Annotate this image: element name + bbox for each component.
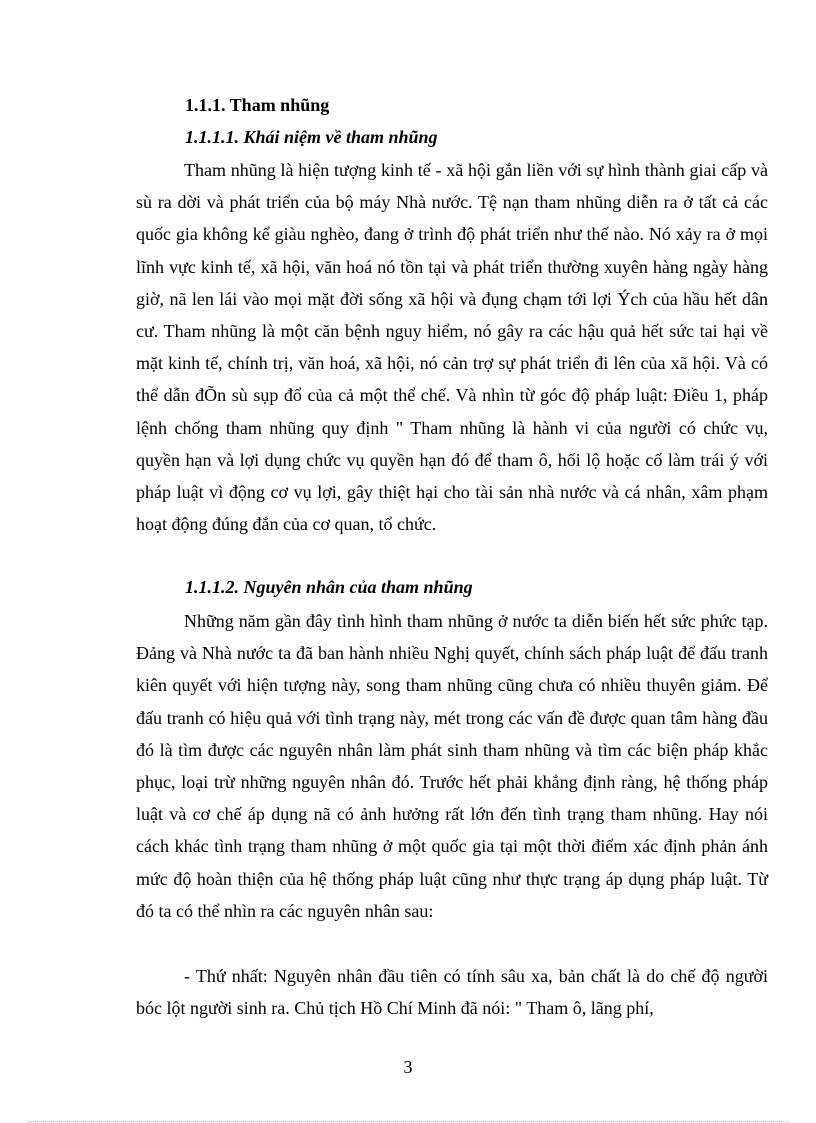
- section-heading: 1.1.1. Tham nhũng: [185, 95, 330, 115]
- subsection-heading-causes: 1.1.1.2. Nguyên nhân của tham nhũng: [185, 577, 473, 597]
- page-bottom-border: [28, 1121, 788, 1122]
- page-number: 3: [403, 1057, 413, 1077]
- paragraph-causes: Những năm gần đây tình hình tham nhũng ở nước ta diễn biến hết sức phức tạp. Đảng và Nhà nước ta đã ban hành nhiều Nghị quyết, chính sách pháp luật để đấu tranh kiên quyết với hiện tượng này, song tham nhũng cũng chưa có nhiều thuyên giảm. Để đấu tranh có hiệu quả với tình trạng này, mét trong các vấn đề được quan tâm hàng đầu đó là tìm được các nguyên nhân làm phát sinh tham nhũng và tìm các biện pháp khắc phục, loại trừ những nguyên nhân đó. Trước hết phải khẳng định ràng, hệ thống pháp luật và cơ chế áp dụng nã có ảnh hưởng rất lớn đến tình trạng tham nhũng. Hay nói cách khác tình trạng tham nhũng ở một quốc gia tại một thời điểm xác định phản ánh mức độ hoàn thiện của hệ thống pháp luật cũng như thực trạng áp dụng pháp luật. Từ đó ta có thể nhìn ra các nguyên nhân sau:: [136, 611, 768, 921]
- paragraph-cause-first: - Thứ nhất: Nguyên nhân đầu tiên có tính sâu xa, bản chất là do chế độ người bóc lột người sinh ra. Chủ tịch Hồ Chí Minh đã nói: " Tham ô, lãng phí,: [136, 966, 768, 1019]
- paragraph-concept: Tham nhũng là hiện tượng kinh tế - xã hội gắn liền với sự hình thành giai cấp và sù ra dời và phát triển của bộ máy Nhà nước. Tệ nạn tham nhũng diễn ra ở tất cả các quốc gia không kể giàu nghèo, đang ở trình độ phát triển như thế nào. Nó xảy ra ở mọi lĩnh vực kinh tế, xã hội, văn hoá nó tồn tại và phát triển thường xuyên hàng ngày hàng giờ, nã len lái vào mọi mặt đời sống xã hội và đụng chạm tới lợi Ých của hầu hết dân cư. Tham nhũng là một căn bệnh nguy hiểm, nó gây ra các hậu quả hết sức tai hại về mặt kinh tế, chính trị, văn hoá, xã hội, nó cản trợ sự phát triển đi lên của xã hội. Và có thể dẫn đÕn sù sụp đổ của cả một thể chế. Và nhìn từ góc độ pháp luật: Điều 1, pháp lệnh chống tham nhũng quy định " Tham nhũng là hành vi của người có chức vụ, quyền hạn và lợi dụng chức vụ quyền hạn đó để tham ô, hối lộ hoặc cố làm trái ý với pháp luật vì động cơ vụ lợi, gây thiệt hại cho tài sản nhà nước và cá nhân, xâm phạm hoạt động đúng đắn của cơ quan, tổ chức.: [136, 160, 768, 535]
- subsection-heading-concept: 1.1.1.1. Khái niệm về tham nhũng: [185, 127, 438, 147]
